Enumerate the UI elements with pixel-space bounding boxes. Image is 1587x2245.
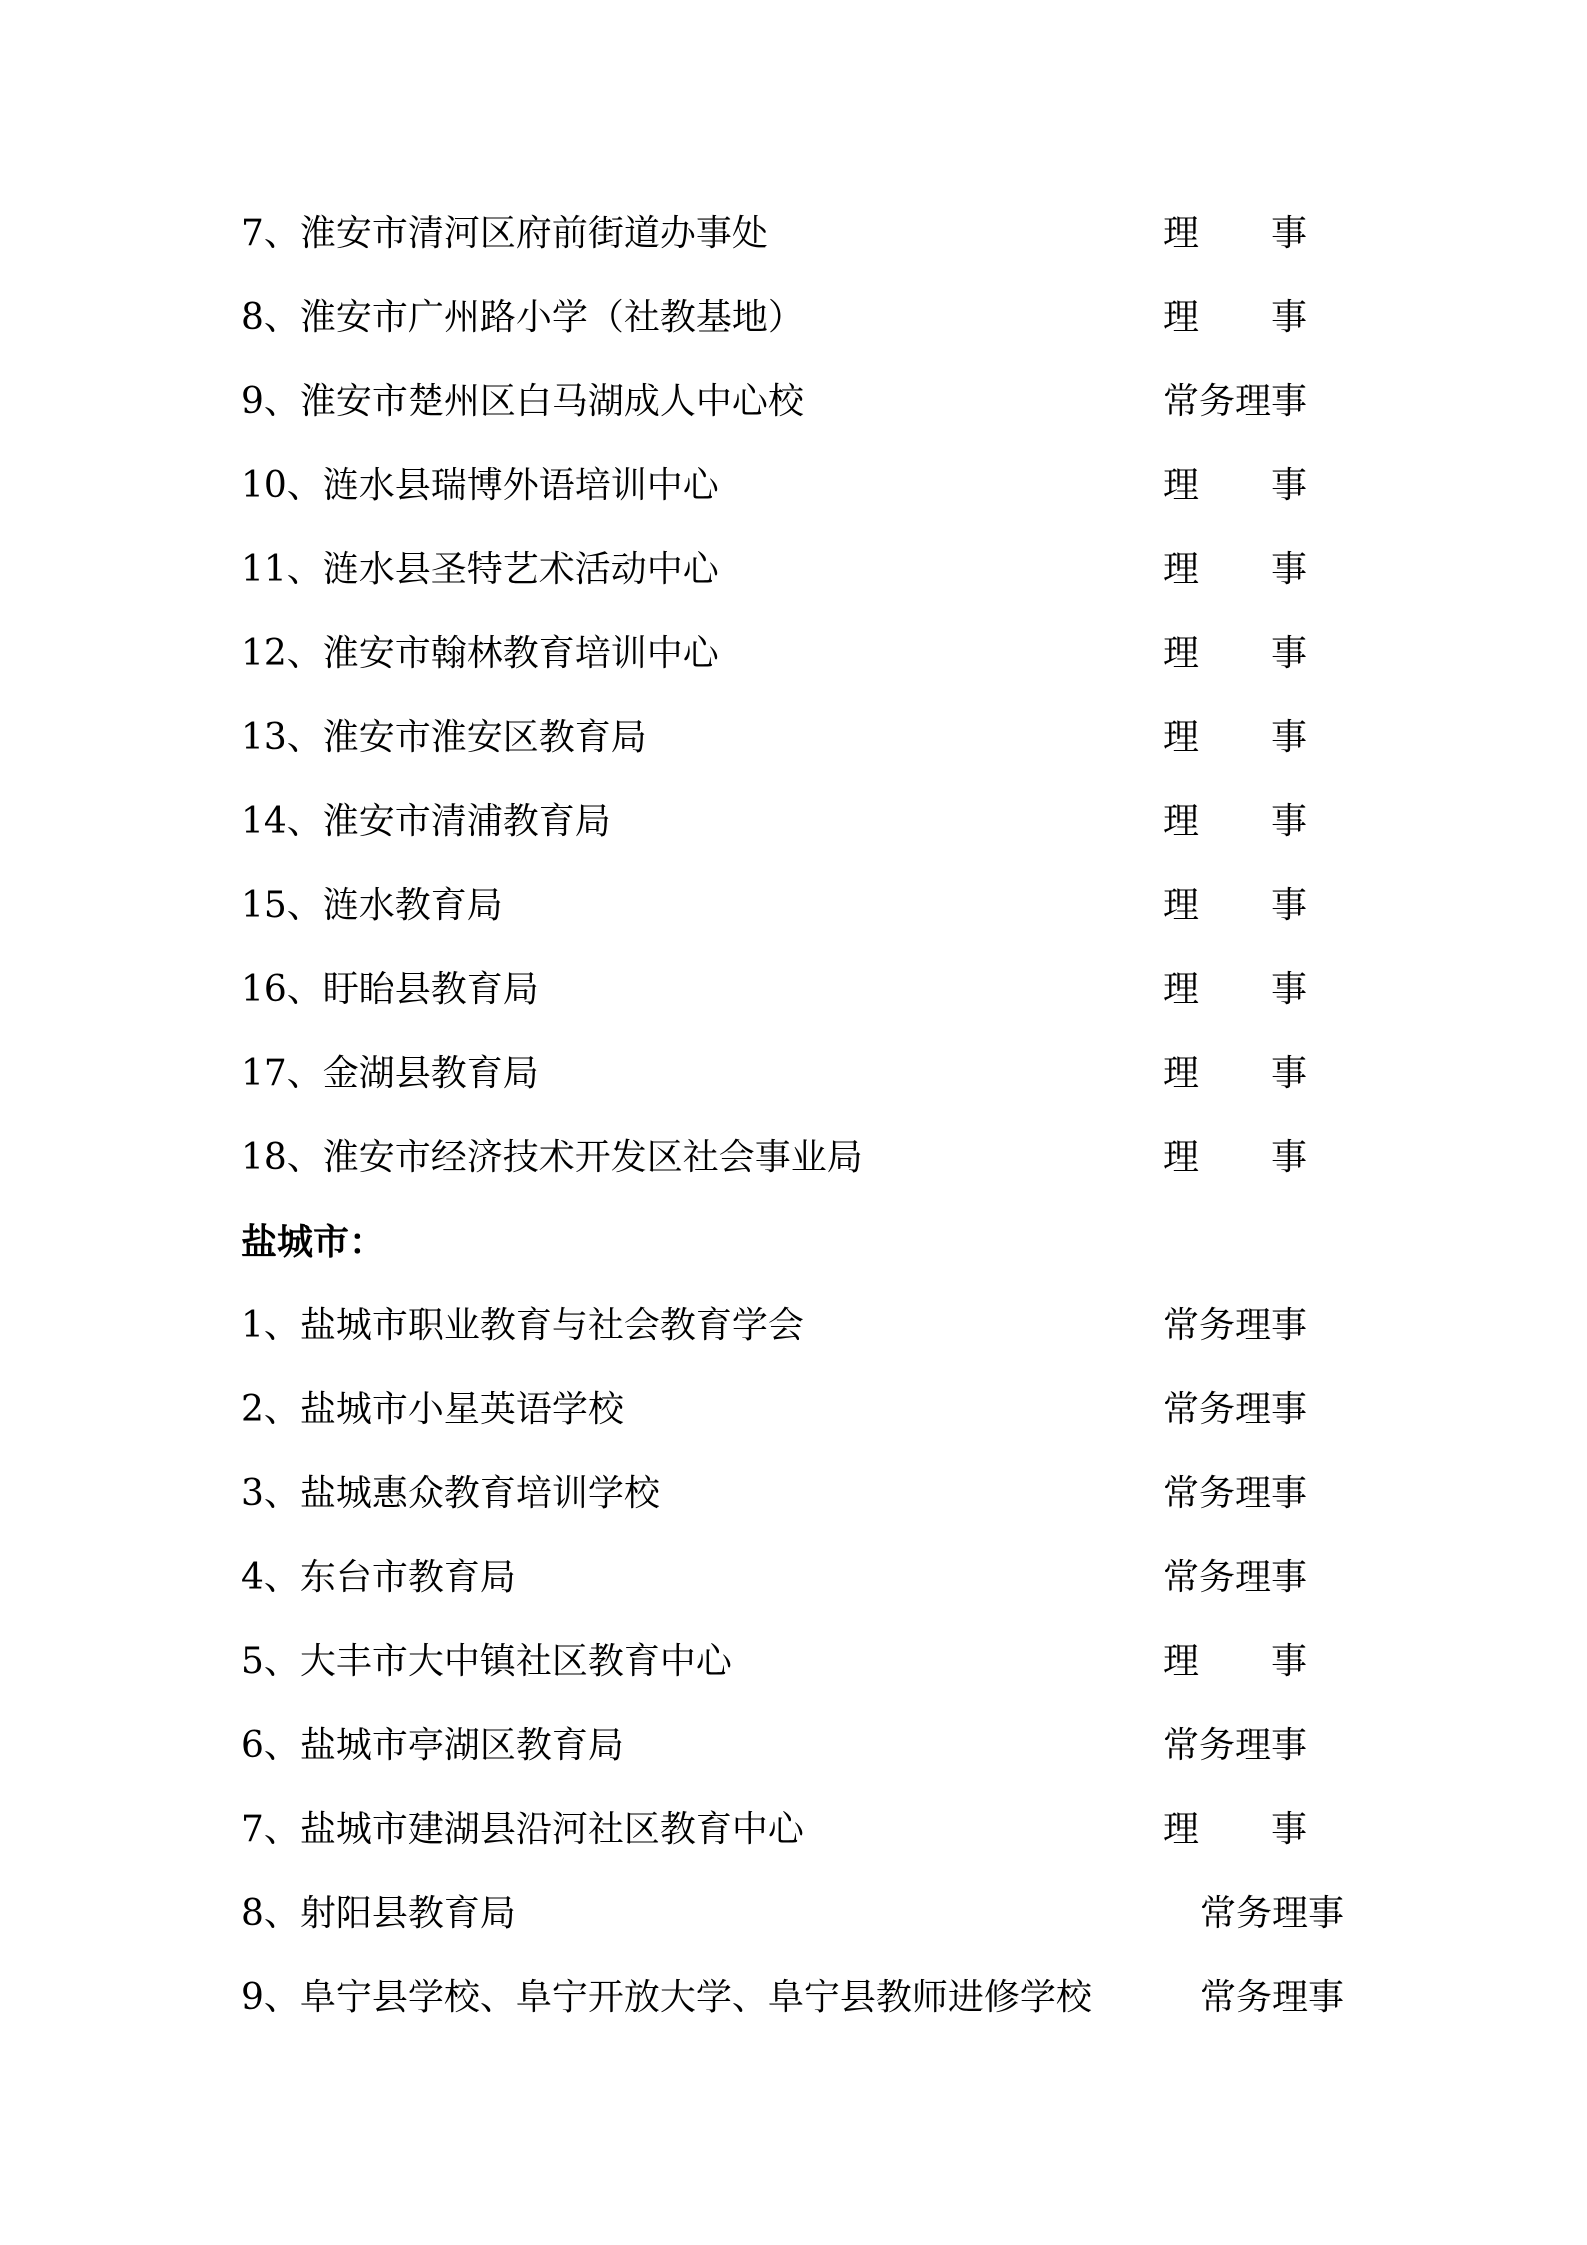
- member-name: 10、涟水县瑞博外语培训中心: [241, 465, 719, 506]
- member-name: 13、淮安市淮安区教育局: [241, 717, 647, 758]
- member-role: 理 事: [1163, 717, 1308, 758]
- list-item: [0, 792, 1587, 852]
- member-role: 理 事: [1163, 969, 1308, 1010]
- member-role: 理 事: [1163, 465, 1308, 506]
- list-item: [0, 1296, 1587, 1356]
- list-item: [0, 1464, 1587, 1524]
- member-role: 理 事: [1163, 1137, 1308, 1178]
- list-item: [0, 1128, 1587, 1188]
- member-role: 常务理事: [1163, 1473, 1308, 1514]
- member-role: 常务理事: [1200, 1977, 1345, 2018]
- member-name: 17、金湖县教育局: [241, 1053, 539, 1094]
- list-item: [0, 708, 1587, 768]
- list-item: [0, 1632, 1587, 1692]
- list-item: [0, 1716, 1587, 1776]
- list-item: [0, 288, 1587, 348]
- member-role: 理 事: [1163, 801, 1308, 842]
- member-role: 理 事: [1163, 213, 1308, 254]
- member-role: 理 事: [1163, 1053, 1308, 1094]
- member-role: 理 事: [1163, 633, 1308, 674]
- list-item: [0, 1548, 1587, 1608]
- list-item: [0, 540, 1587, 600]
- member-role: 理 事: [1163, 885, 1308, 926]
- member-role: 常务理事: [1163, 381, 1308, 422]
- member-name: 6、盐城市亭湖区教育局: [241, 1725, 624, 1766]
- member-name: 18、淮安市经济技术开发区社会事业局: [241, 1137, 863, 1178]
- member-name: 11、涟水县圣特艺术活动中心: [241, 549, 719, 590]
- member-role: 常务理事: [1163, 1305, 1308, 1346]
- list-item: [0, 1044, 1587, 1104]
- section-heading: 盐城市：: [241, 1221, 386, 1263]
- member-name: 8、射阳县教育局: [241, 1893, 516, 1934]
- member-name: 5、大丰市大中镇社区教育中心: [241, 1641, 732, 1682]
- list-item: [0, 456, 1587, 516]
- list-item: [0, 372, 1587, 432]
- member-name: 1、盐城市职业教育与社会教育学会: [241, 1305, 804, 1346]
- list-item: [0, 960, 1587, 1020]
- member-name: 8、淮安市广州路小学（社教基地）: [241, 297, 804, 338]
- list-item: [0, 204, 1587, 264]
- member-role: 理 事: [1163, 297, 1308, 338]
- list-item: [0, 1968, 1587, 2028]
- member-name: 3、盐城惠众教育培训学校: [241, 1473, 660, 1514]
- member-name: 9、阜宁县学校、阜宁开放大学、阜宁县教师进修学校: [241, 1977, 1092, 2018]
- member-role: 常务理事: [1163, 1557, 1308, 1598]
- member-role: 常务理事: [1200, 1893, 1345, 1934]
- member-role: 常务理事: [1163, 1725, 1308, 1766]
- member-role: 常务理事: [1163, 1389, 1308, 1430]
- member-role: 理 事: [1163, 1809, 1308, 1850]
- list-item: [0, 1884, 1587, 1944]
- list-item: [0, 624, 1587, 684]
- member-name: 15、涟水教育局: [241, 885, 503, 926]
- member-name: 16、盱眙县教育局: [241, 969, 539, 1010]
- member-name: 14、淮安市清浦教育局: [241, 801, 611, 842]
- member-role: 理 事: [1163, 549, 1308, 590]
- member-name: 12、淮安市翰林教育培训中心: [241, 633, 719, 674]
- member-name: 7、盐城市建湖县沿河社区教育中心: [241, 1809, 804, 1850]
- member-name: 9、淮安市楚州区白马湖成人中心校: [241, 381, 804, 422]
- member-name: 2、盐城市小星英语学校: [241, 1389, 624, 1430]
- member-name: 7、淮安市清河区府前街道办事处: [241, 213, 768, 254]
- list-item: [0, 1800, 1587, 1860]
- member-name: 4、东台市教育局: [241, 1557, 516, 1598]
- member-role: 理 事: [1163, 1641, 1308, 1682]
- list-item: [0, 876, 1587, 936]
- list-item: [0, 1380, 1587, 1440]
